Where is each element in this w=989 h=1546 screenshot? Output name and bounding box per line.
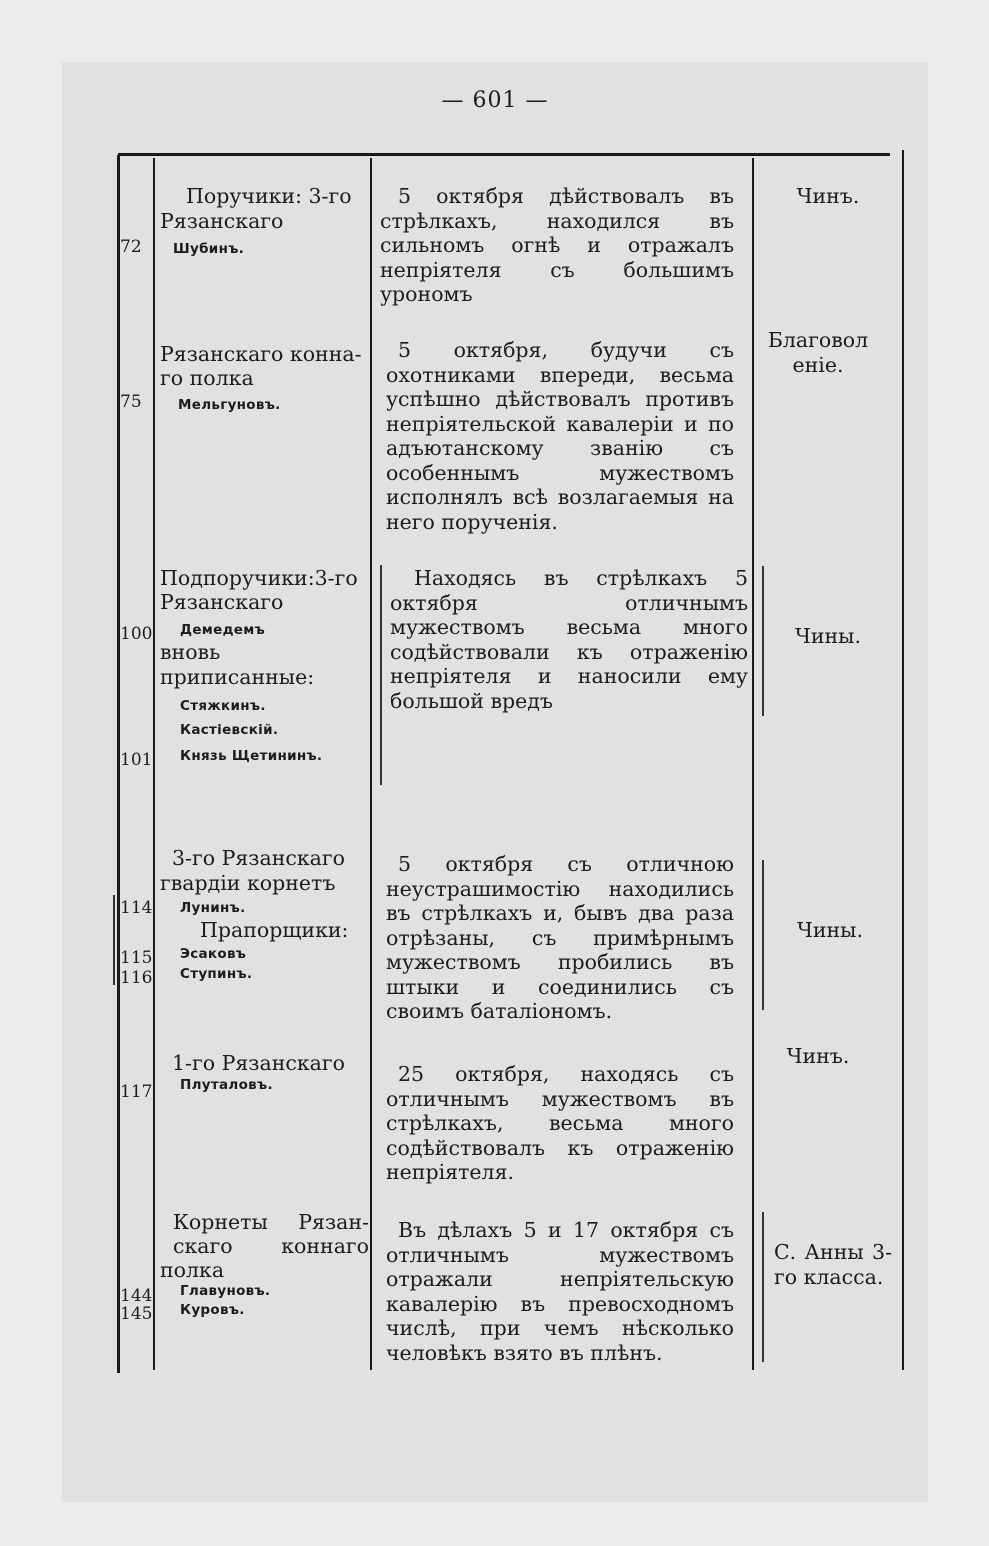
person-name: Куровъ. [180, 1302, 245, 1318]
award: Чинъ. [786, 1044, 850, 1068]
unit-line: 1-го Рязанскаго [172, 1051, 345, 1075]
entry-number: 114 [120, 898, 153, 918]
person-name: Эсаковъ [180, 946, 247, 962]
entry-number: 101 [120, 750, 153, 770]
unit-line: го полка [160, 366, 254, 390]
right-border [902, 150, 904, 1370]
unit-line: Рязанскаго конна- [160, 342, 362, 366]
action-description: 25 октября, находясь съ отличнымъ мужествомъ въ стрѣлкахъ, весьма много содѣйствовалъ къ отраженію непріятеля. [386, 1062, 734, 1184]
unit-line: полка [160, 1258, 225, 1282]
unit-line: 3-го Рязанскаго [172, 846, 345, 870]
award-bracket-left [762, 1212, 764, 1362]
unit-line: гвардіи корнетъ [160, 871, 336, 895]
unit-line: скаго коннаго [173, 1234, 369, 1258]
unit-line: Поручики: 3-го [186, 184, 352, 208]
person-name: Демедемъ [180, 622, 266, 638]
person-name: Плуталовъ. [180, 1077, 273, 1093]
action-description: Находясь въ стрѣлкахъ 5 октября отличнымъ мужествомъ весьма много содѣйствовали къ отраженію непріятеля и наносили ему большой вредъ [390, 566, 748, 713]
action-description: 5 октября съ отличною неустрашимостію находились въ стрѣлкахъ и, бывъ два раза отрѣзаны, съ примѣрнымъ мужествомъ пробились въ штыки и соединились съ своимъ баталіономъ. [386, 852, 734, 1023]
person-name: Князь Щетининъ. [180, 748, 323, 764]
sub-label: вновь приписанные: [160, 640, 315, 689]
award: С. Анны 3-го класса. [774, 1240, 892, 1289]
description-column-divider [752, 158, 754, 1370]
entry-number: 72 [120, 237, 142, 257]
entry-number: 116 [120, 968, 153, 988]
person-name: Стяжкинъ. [180, 698, 266, 714]
entry-number: 144 [120, 1286, 153, 1306]
award: Благоволеніе. [767, 328, 869, 377]
award: Чины. [794, 624, 861, 648]
unit-column-divider [370, 158, 372, 1370]
unit-line: Рязанскаго [160, 209, 284, 233]
person-name: Кастіевскій. [180, 722, 279, 738]
award-bracket-left [762, 860, 764, 1010]
person-name: Мельгуновъ. [178, 397, 281, 413]
number-column-divider [153, 158, 155, 1370]
entry-number: 115 [120, 948, 153, 968]
person-name: Лунинъ. [180, 900, 246, 916]
person-name: Шубинъ. [173, 241, 245, 257]
page-number: — 601 — [441, 88, 549, 113]
unit-line: Рязанскаго [160, 590, 284, 614]
description-bracket [380, 565, 382, 785]
action-description: 5 октября, будучи съ охотниками впереди, весьма успѣшно дѣйствовалъ противъ непріятельской кавалеріи и по адъютанскому званію съ особеннымъ мужествомъ исполнялъ всѣ возлагаемыя на него порученія. [386, 338, 734, 534]
sub-label: Прапорщики: [200, 918, 349, 942]
award: Чинъ. [796, 184, 860, 208]
person-name: Ступинъ. [180, 966, 253, 982]
entry-number: 145 [120, 1304, 153, 1324]
action-description: Въ дѣлахъ 5 и 17 октября съ отличнымъ мужествомъ отражали непріятельскую кавалерію въ превосходномъ числѣ, при чемъ нѣсколько человѣкъ взято въ плѣнъ. [386, 1218, 734, 1365]
entry-number: 100 [120, 624, 153, 644]
action-description: 5 октября дѣйствовалъ въ стрѣлкахъ, находился въ сильномъ огнѣ и отражалъ непріятеля съ большимъ урономъ [380, 184, 734, 306]
entry-number: 75 [120, 392, 142, 412]
entry-number: 117 [120, 1082, 153, 1102]
unit-line: Подпоручики:3-го [160, 566, 358, 590]
row-left-tick [113, 895, 115, 985]
table-top-rule [118, 153, 890, 156]
person-name: Главуновъ. [180, 1283, 271, 1299]
unit-line: Корнеты Рязан- [173, 1210, 369, 1234]
award: Чины. [796, 918, 863, 942]
award-bracket-left [762, 566, 764, 716]
